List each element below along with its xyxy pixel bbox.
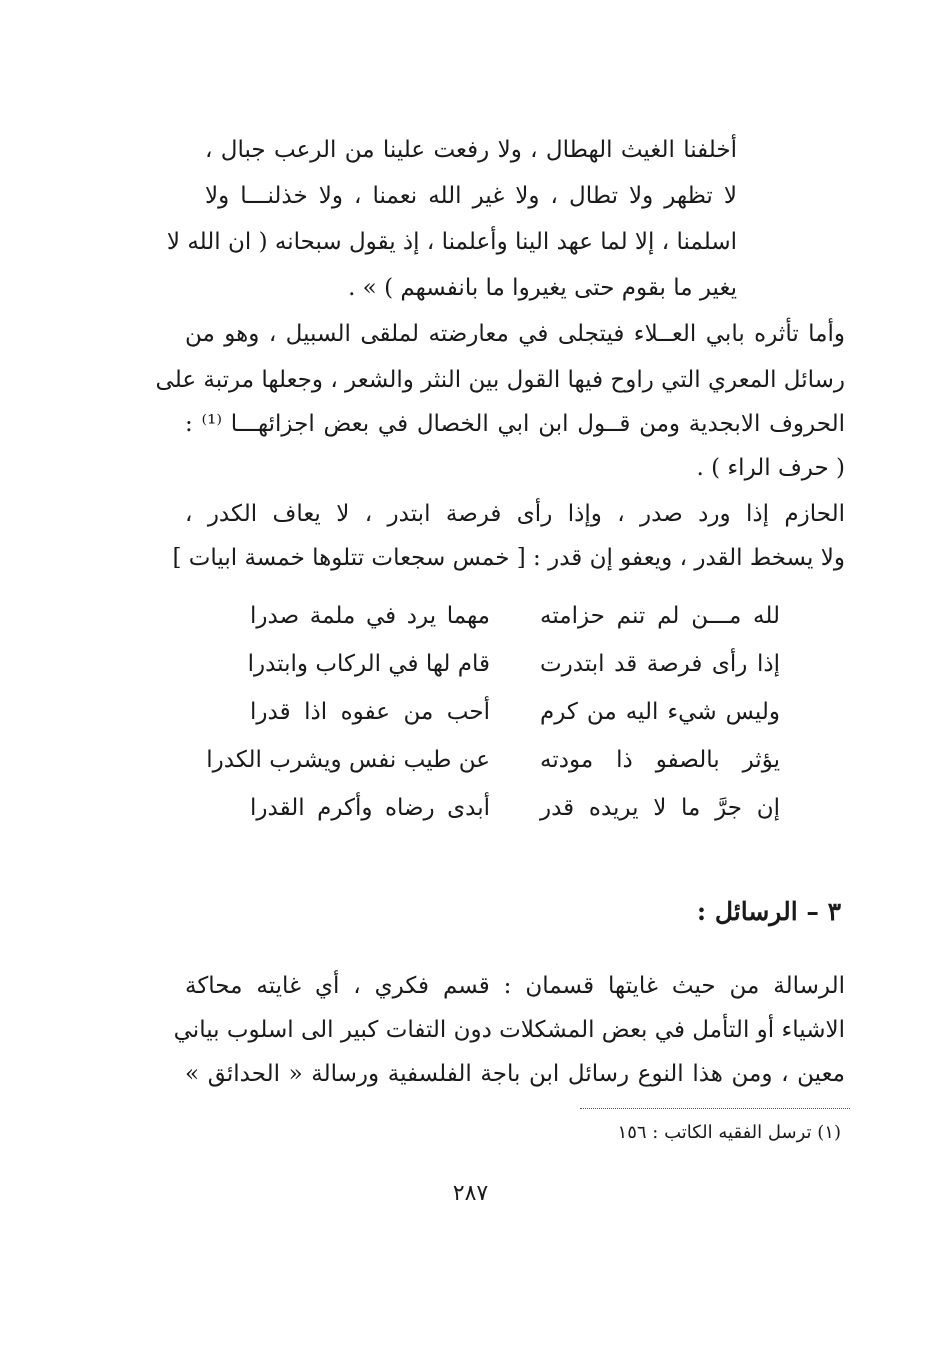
body-line: الحروف الابجدية ومن قــول ابن ابي الخصال في بعض اجزائهـــا ⁽¹⁾ :: [185, 411, 845, 437]
body-line: اسلمنا ، إلا لما عهد الينا وأعلمنا ، إذ يقول سبحانه ( ان الله لا: [166, 229, 737, 255]
body-line: ( حرف الراء ) .: [696, 455, 845, 481]
poem-hemistich-first: لله مـــن لم تنم حزامته: [540, 603, 780, 629]
poem-verse: [250, 596, 780, 636]
poem-verse: [247, 644, 780, 684]
body-line: لا تظهر ولا تطال ، ولا غير الله نعمنا ، ولا خذلنـــا ولا: [205, 183, 737, 209]
poem-hemistich-second: أبدى رضاه وأكرم القدرا: [250, 795, 490, 821]
section-line: الاشياء أو التأمل في بعض المشكلات دون التفات كبير الى اسلوب بياني: [173, 1017, 845, 1043]
section-line: معين ، ومن هذا النوع رسائل ابن باجة الفلسفية ورسالة « الحدائق »: [185, 1061, 845, 1087]
poem-hemistich-first: يؤثر بالصفو ذا مودته: [540, 747, 780, 773]
body-line: أخلفنا الغيث الهطال ، ولا رفعت علينا من الرعب جبال ،: [205, 137, 737, 163]
poem-hemistich-first: إذا رأى فرصة قد ابتدرت: [540, 651, 780, 677]
section-heading: ٣ – الرسائل :: [696, 897, 841, 926]
poem-hemistich-first: إن جرَّ ما لا يريده قدر: [540, 795, 780, 821]
poem-verse: [250, 788, 780, 828]
poem-hemistich-second: عن طيب نفس ويشرب الكدرا: [206, 747, 490, 773]
body-line: يغير ما بقوم حتى يغيروا ما بانفسهم ) » .: [348, 275, 737, 301]
page-number: ٢٨٧: [452, 1181, 489, 1206]
poem-hemistich-first: وليس شيء اليه من كرم: [540, 699, 780, 725]
footnote: (١) ترسل الفقيه الكاتب : ١٥٦: [617, 1122, 841, 1143]
section-line: الرسالة من حيث غايتها قسمان : قسم فكري ، أي غايته محاكة: [185, 973, 845, 999]
poem-hemistich-second: قام لها في الركاب وابتدرا: [247, 651, 490, 677]
poem-verse: [206, 740, 780, 780]
footnote-separator: [580, 1108, 850, 1109]
poem-hemistich-second: أحب من عفوه اذا قدرا: [250, 699, 490, 725]
body-line: وأما تأثره بابي العــلاء فيتجلى في معارضته لملقى السبيل ، وهو من: [185, 321, 845, 347]
body-line: الحازم إذا ورد صدر ، وإذا رأى فرصة ابتدر ، لا يعاف الكدر ،: [185, 501, 845, 527]
poem-hemistich-second: مهما يرد في ملمة صدرا: [250, 603, 490, 629]
body-line: ولا يسخط القدر ، ويعفو إن قدر : [ خمس سجعات تتلوها خمسة ابيات ]: [172, 545, 845, 571]
poem-verse: [250, 692, 780, 732]
body-line: رسائل المعري التي راوح فيها القول بين النثر والشعر ، وجعلها مرتبة على: [155, 367, 845, 393]
